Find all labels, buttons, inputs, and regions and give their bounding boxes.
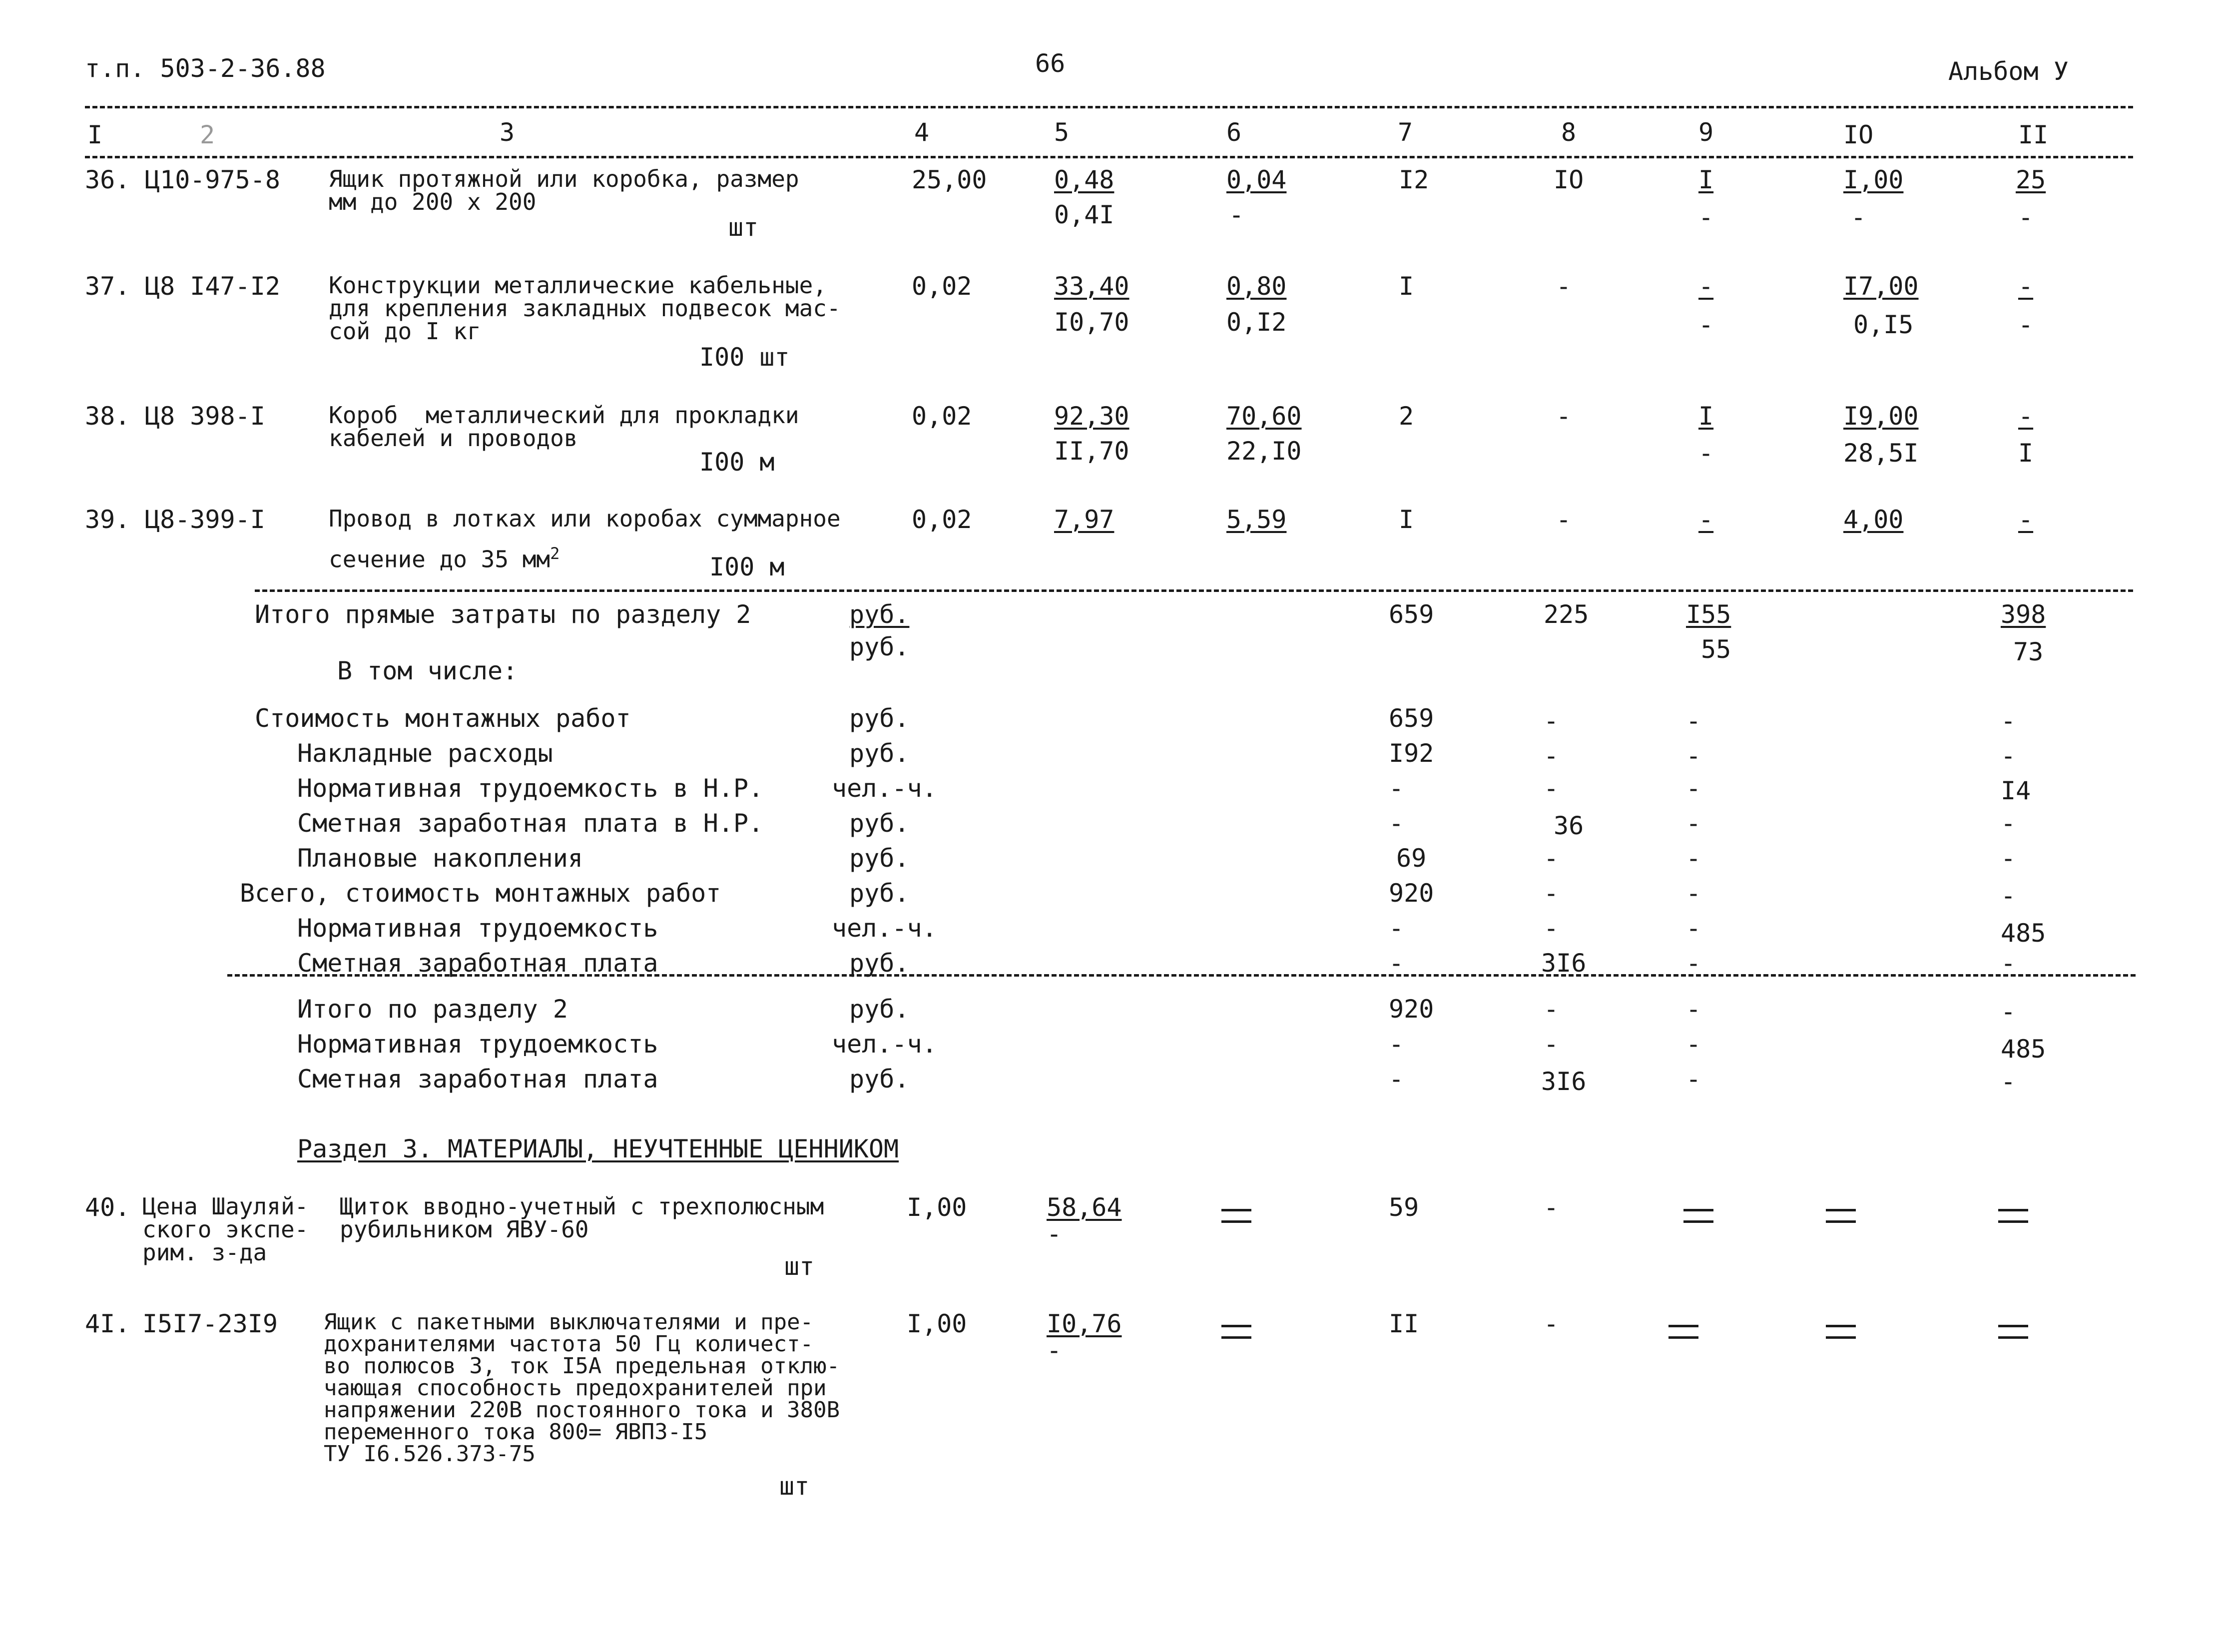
totals-value: 3I6 <box>1541 1067 1587 1096</box>
totals-value: - <box>1686 1030 1701 1059</box>
cost-value: I9,00 <box>1843 402 1919 431</box>
totals-value: - <box>1389 914 1404 943</box>
row-description: Ящик протяжной или коробка, размер мм до 200 х 200 <box>329 165 799 215</box>
totals-label: В том числе: <box>337 656 518 685</box>
totals-value: - <box>1544 995 1559 1024</box>
totals-unit: руб. <box>849 600 910 629</box>
cost-value: I,00 <box>1843 165 1904 194</box>
document-code: т.п. 503-2-36.88 <box>85 54 326 83</box>
totals-value: - <box>2001 1067 2016 1096</box>
totals-value: - <box>2001 844 2016 873</box>
cost-value: - <box>1698 272 1714 301</box>
totals-unit: руб. <box>849 879 910 908</box>
totals-label: Сметная заработная плата <box>297 949 658 978</box>
totals-value: - <box>2001 741 2016 770</box>
price-value: II,70 <box>1054 437 1129 466</box>
totals-value: - <box>2001 706 2016 735</box>
cost-value: - <box>1698 505 1714 534</box>
row-number: 38. <box>85 402 130 431</box>
row-code: Ц8 I47-I2 <box>145 272 280 301</box>
price-value: 58,64 <box>1047 1193 1122 1222</box>
price-value: 33,40 <box>1054 272 1129 301</box>
row-description: Ящик с пакетными выключателями и пре- дохранителями частота 50 Гц количест- во полюсов 3, ток I5А предельная отклю- чающая способность предохранителей при напряжении 220В постоянного тока и 380В переменного тока 800= ЯВПЗ-I5 ТУ I6.526.373-75 <box>324 1309 840 1467</box>
totals-value: 69 <box>1396 844 1427 873</box>
totals-unit: чел.-ч. <box>832 1030 937 1059</box>
cost-value: - <box>2018 272 2034 301</box>
row-quantity: 0,02 <box>912 402 972 431</box>
album-label: Альбом У <box>1948 57 2069 86</box>
cost-value: - <box>1544 1309 1559 1338</box>
totals-value: - <box>2001 997 2016 1026</box>
cost-value: - <box>1556 402 1572 431</box>
column-number: IO <box>1843 120 1874 149</box>
price-value: 0,48 <box>1054 165 1114 194</box>
row-code: I5I7-23I9 <box>142 1309 278 1338</box>
cost-value: II <box>1389 1309 1419 1338</box>
section-totals-rule <box>255 589 2133 592</box>
cost-value: - <box>2018 505 2034 534</box>
totals-value: 485 <box>2001 919 2046 948</box>
totals-value: I4 <box>2001 776 2031 805</box>
row-unit: I00 шт <box>699 343 790 372</box>
row-quantity: I,00 <box>907 1193 967 1222</box>
row-unit: шт <box>784 1252 815 1281</box>
totals-unit: руб. <box>849 949 910 978</box>
dash-mark <box>1221 1325 1251 1348</box>
row-code: Цена Шауляй- ского экспе- рим. з-да <box>142 1193 309 1266</box>
column-number: II <box>2018 120 2049 149</box>
cost-value: I7,00 <box>1843 272 1919 301</box>
totals-value: 3I6 <box>1541 949 1587 978</box>
totals-value: 920 <box>1389 879 1434 908</box>
row-number: 37. <box>85 272 130 301</box>
cost-value: - <box>1698 203 1714 232</box>
price-value: 0,I2 <box>1226 308 1287 337</box>
row-unit: шт <box>779 1472 810 1501</box>
column-number: I <box>87 120 103 149</box>
totals-value: - <box>1686 879 1701 908</box>
totals-label: Итого прямые затраты по разделу 2 <box>255 600 751 629</box>
row-number: 36. <box>85 165 130 194</box>
superscript: 2 <box>550 544 560 563</box>
dash-mark <box>1668 1325 1698 1348</box>
cost-value: 59 <box>1389 1193 1419 1222</box>
totals-value: - <box>1686 774 1701 803</box>
price-value: 7,97 <box>1054 505 1114 534</box>
cost-value: 28,5I <box>1843 439 1919 468</box>
price-value: - <box>1047 1219 1062 1248</box>
cost-value: 2 <box>1399 402 1414 431</box>
totals-value: - <box>1389 774 1404 803</box>
cost-value: IO <box>1554 165 1584 194</box>
totals-value: - <box>1389 809 1404 838</box>
totals-label: Стоимость монтажных работ <box>255 704 631 733</box>
totals-value: - <box>1544 706 1559 735</box>
cost-value: I <box>1399 272 1414 301</box>
totals-value: - <box>2001 949 2016 978</box>
row-code: Ц8-399-I <box>145 505 265 534</box>
row-description-text: сечение до 35 мм <box>329 546 551 573</box>
price-value: 0,80 <box>1226 272 1287 301</box>
column-number: 3 <box>500 118 515 147</box>
cost-value: - <box>2018 203 2034 232</box>
page-number: 66 <box>1035 49 1066 78</box>
price-value: - <box>1229 200 1244 229</box>
totals-label: Нормативная трудоемкость в Н.Р. <box>297 774 764 803</box>
column-number: 4 <box>914 118 930 147</box>
totals-value: 225 <box>1544 600 1589 629</box>
totals-value: - <box>1686 809 1701 838</box>
dash-mark <box>1998 1325 2028 1348</box>
cost-value: - <box>1851 203 1866 232</box>
row-description: Щиток вводно-учетный с трехполюсным рубильником ЯВУ-60 <box>340 1193 824 1243</box>
row-code: Ц8 398-I <box>145 402 265 431</box>
totals-value: I92 <box>1389 739 1434 768</box>
row-description: Короб металлический для прокладки кабелей и проводов <box>329 402 799 452</box>
totals-unit: руб. <box>849 739 910 768</box>
totals-value: 55 <box>1701 635 1731 664</box>
totals-value: - <box>1389 949 1404 978</box>
price-value: 92,30 <box>1054 402 1129 431</box>
totals-value: 73 <box>2013 637 2044 666</box>
totals-label: Нормативная трудоемкость <box>297 1030 658 1059</box>
totals-value: 485 <box>2001 1035 2046 1064</box>
column-number: 8 <box>1561 118 1577 147</box>
cost-value: - <box>2018 310 2034 339</box>
price-value: 70,60 <box>1226 402 1302 431</box>
cost-value: 25 <box>2016 165 2046 194</box>
row-unit: I00 м <box>699 448 775 477</box>
column-number: 7 <box>1398 118 1413 147</box>
row-number: 40. <box>85 1193 130 1222</box>
row-unit: шт <box>728 213 759 242</box>
totals-label: Накладные расходы <box>297 739 553 768</box>
totals-value: - <box>1544 914 1559 943</box>
row-description: Провод в лотках или коробах суммарное <box>329 505 841 532</box>
totals-value: - <box>1544 741 1559 770</box>
totals-unit: руб. <box>849 1065 910 1094</box>
totals-unit: руб. <box>849 809 910 838</box>
totals-label: Сметная заработная плата в Н.Р. <box>297 809 764 838</box>
section-title: Раздел 3. МАТЕРИАЛЫ, НЕУЧТЕННЫЕ ЦЕННИКОМ <box>297 1134 899 1163</box>
totals-value: - <box>1686 949 1701 978</box>
totals-value: - <box>1544 774 1559 803</box>
cost-value: - <box>1556 272 1572 301</box>
header-bottom-rule <box>85 156 2133 158</box>
totals-value: - <box>1686 741 1701 770</box>
totals-unit: руб. <box>849 632 910 661</box>
totals-value: - <box>2001 809 2016 838</box>
totals-unit: руб. <box>849 844 910 873</box>
cost-value: I <box>1399 505 1414 534</box>
price-value: - <box>1047 1336 1062 1365</box>
totals-label: Нормативная трудоемкость <box>297 914 658 943</box>
totals-value: I55 <box>1686 600 1731 629</box>
cost-value: 0,I5 <box>1853 310 1914 339</box>
row-quantity: 0,02 <box>912 505 972 534</box>
column-number: 6 <box>1226 118 1242 147</box>
totals-value: - <box>1686 706 1701 735</box>
totals-unit: чел.-ч. <box>832 914 937 943</box>
column-number: 9 <box>1698 118 1714 147</box>
totals-value: - <box>1544 844 1559 873</box>
column-number: 2 <box>200 120 215 149</box>
totals-value: - <box>1686 995 1701 1024</box>
price-value: 5,59 <box>1226 505 1287 534</box>
totals-value: - <box>1544 879 1559 908</box>
cost-value: - <box>1698 310 1714 339</box>
totals-value: 659 <box>1389 600 1434 629</box>
column-number: 5 <box>1054 118 1070 147</box>
totals-value: - <box>1544 1030 1559 1059</box>
row-quantity: 0,02 <box>912 272 972 301</box>
price-value: I0,70 <box>1054 308 1129 337</box>
totals-value: - <box>1686 914 1701 943</box>
totals-value: - <box>1686 1065 1701 1094</box>
header-top-rule <box>85 106 2133 108</box>
totals-value: - <box>2001 881 2016 910</box>
totals-label: Сметная заработная плата <box>297 1065 658 1094</box>
row-unit: I00 м <box>709 552 785 581</box>
totals-label: Итого по разделу 2 <box>297 995 568 1024</box>
cost-value: I <box>1698 165 1714 194</box>
totals-value: 920 <box>1389 995 1434 1024</box>
row-quantity: I,00 <box>907 1309 967 1338</box>
cost-value: - <box>2018 402 2034 431</box>
price-value: 22,I0 <box>1226 437 1302 466</box>
dash-mark <box>1826 1325 1856 1348</box>
dash-mark <box>1998 1209 2028 1232</box>
cost-value: - <box>1556 505 1572 534</box>
price-value: 0,04 <box>1226 165 1287 194</box>
dash-mark <box>1683 1209 1713 1232</box>
totals-unit: руб. <box>849 995 910 1024</box>
totals-value: 659 <box>1389 704 1434 733</box>
totals-label: Плановые накопления <box>297 844 583 873</box>
row-code: Ц10-975-8 <box>145 165 280 194</box>
totals-value: - <box>1389 1030 1404 1059</box>
row-quantity: 25,00 <box>912 165 987 194</box>
cost-value: I2 <box>1399 165 1429 194</box>
totals-value: - <box>1389 1065 1404 1094</box>
dash-mark <box>1826 1209 1856 1232</box>
price-value: 0,4I <box>1054 200 1114 229</box>
row-description: Конструкции металлические кабельные, для крепления закладных подвесок мас- сой до I кг <box>329 272 841 345</box>
cost-value: I <box>1698 402 1714 431</box>
dash-mark <box>1221 1209 1251 1232</box>
subtotal-rule <box>227 974 2136 977</box>
cost-value: 4,00 <box>1843 505 1904 534</box>
cost-value: - <box>1544 1193 1559 1222</box>
totals-label: Всего, стоимость монтажных работ <box>240 879 721 908</box>
totals-unit: чел.-ч. <box>832 774 937 803</box>
cost-value: - <box>1698 439 1714 468</box>
totals-unit: руб. <box>849 704 910 733</box>
totals-value: - <box>1686 844 1701 873</box>
row-number: 4I. <box>85 1309 130 1338</box>
cost-value: I <box>2018 439 2034 468</box>
totals-value: 398 <box>2001 600 2046 629</box>
price-value: I0,76 <box>1047 1309 1122 1338</box>
totals-value: 36 <box>1554 811 1584 840</box>
row-description-line2 <box>329 542 560 573</box>
row-number: 39. <box>85 505 130 534</box>
